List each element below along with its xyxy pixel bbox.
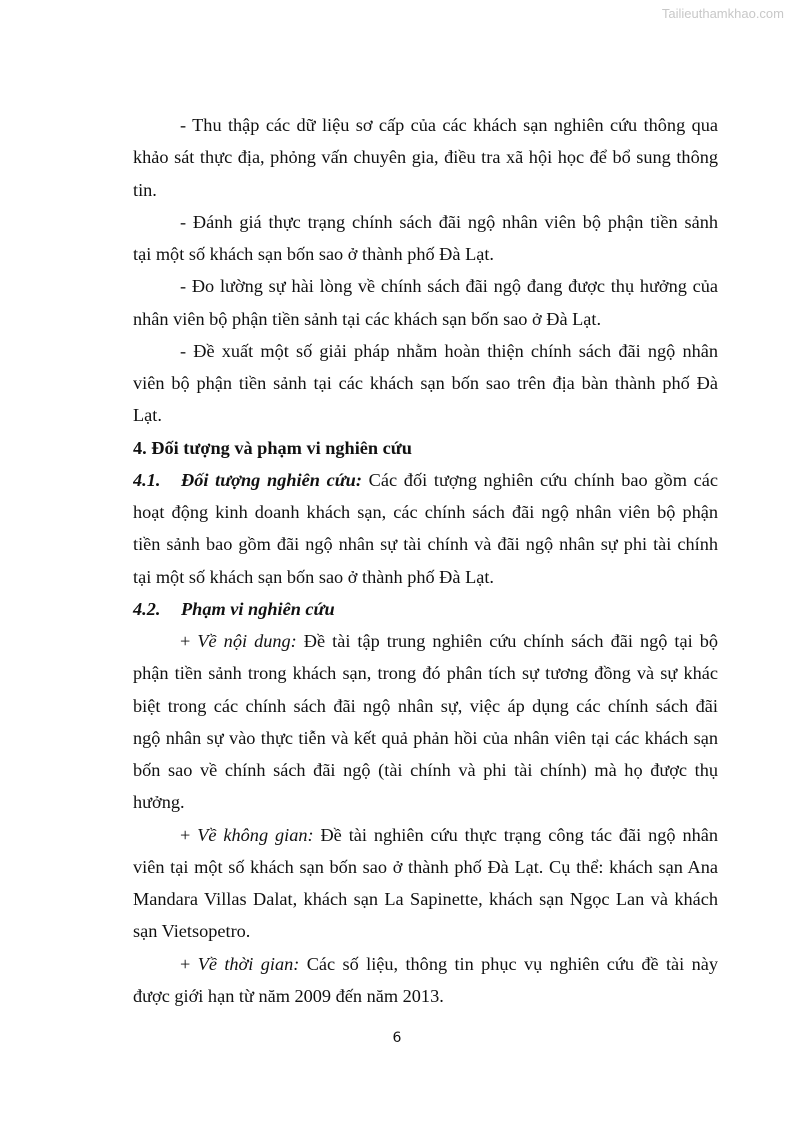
text-line	[133, 915, 718, 947]
text-line	[133, 174, 718, 206]
text-segment: +	[180, 824, 198, 845]
text-segment: Đề tài nghiên cứu thực trạng công tác đãi ngộ nhân	[313, 824, 718, 845]
text-segment: biệt trong các chính sách đãi ngộ nhân sự, việc áp dụng các chính sách đãi	[133, 695, 718, 716]
text-segment: tại một số khách sạn bốn sao ở thành phố Đà Lạt.	[133, 566, 495, 587]
text-line	[133, 303, 718, 335]
emphasis-text: Phạm vi nghiên cứu	[181, 598, 335, 619]
text-line	[133, 335, 718, 367]
text-line	[133, 206, 718, 238]
text-line	[133, 625, 718, 657]
text-segment: hưởng.	[133, 792, 185, 813]
text-line	[133, 432, 718, 464]
text-segment: phận tiền sảnh trong khách sạn, trong đó phân tích sự tương đồng và sự khác	[133, 663, 718, 684]
text-segment: Các số liệu, thông tin phục vụ nghiên cứu đề tài này	[299, 953, 718, 974]
text-line	[133, 948, 718, 980]
document-body	[133, 109, 718, 1012]
text-segment: nhân viên bộ phận tiền sảnh tại các khách sạn bốn sao ở Đà Lạt.	[133, 308, 602, 329]
text-line	[133, 657, 718, 689]
text-segment: - Thu thập các dữ liệu sơ cấp của các khách sạn nghiên cứu thông qua	[180, 115, 718, 135]
text-segment: - Đánh giá thực trạng chính sách đãi ngộ nhân viên bộ phận tiền sảnh	[180, 211, 718, 232]
text-segment: - Đo lường sự hài lòng về chính sách đãi ngộ đang được thụ hưởng của	[180, 276, 718, 297]
text-segment: được giới hạn từ năm 2009 đến năm 2013.	[133, 985, 444, 1006]
text-segment: +	[180, 631, 198, 651]
text-line	[133, 109, 718, 141]
text-line	[133, 141, 718, 173]
text-segment: sạn Vietsopetro.	[133, 921, 251, 942]
emphasis-text: 4. Đối tượng và phạm vi nghiên cứu	[133, 437, 412, 458]
text-segment: +	[180, 953, 198, 974]
emphasis-text: Về không gian:	[197, 824, 314, 845]
text-segment: ngộ nhân sự vào thực tiễn và kết quả phản hồi của nhân viên tại các khách sạn	[133, 727, 718, 748]
text-segment: bốn sao về chính sách đãi ngộ (tài chính và phi tài chính) mà họ được thụ	[133, 760, 718, 780]
text-line	[133, 496, 718, 528]
text-segment: tại một số khách sạn bốn sao ở thành phố Đà Lạt.	[133, 244, 495, 264]
text-segment: viên bộ phận tiền sảnh tại các khách sạn bốn sao trên địa bàn thành phố Đà	[133, 373, 718, 393]
text-line	[133, 690, 718, 722]
text-line	[133, 819, 718, 851]
emphasis-text: Về thời gian:	[197, 953, 300, 974]
text-line	[133, 786, 718, 818]
text-line	[133, 528, 718, 560]
text-line	[133, 270, 718, 302]
emphasis-text: Đối tượng nghiên cứu:	[181, 469, 362, 490]
text-segment: Các đối tượng nghiên cứu chính bao gồm các	[361, 469, 718, 490]
text-line	[133, 561, 718, 593]
text-segment: khảo sát thực địa, phỏng vấn chuyên gia, điều tra xã hội học để bổ sung thông	[133, 147, 718, 168]
text-segment: Đề tài tập trung nghiên cứu chính sách đãi ngộ tại bộ	[296, 631, 718, 651]
text-line	[133, 722, 718, 754]
text-segment: viên tại một số khách sạn bốn sao ở thành phố Đà Lạt. Cụ thể: khách sạn Ana	[133, 856, 718, 877]
text-segment: Mandara Villas Dalat, khách sạn La Sapinette, khách sạn Ngọc Lan và khách	[133, 889, 718, 909]
text-line	[133, 238, 718, 270]
text-line	[133, 593, 718, 625]
watermark: Tailieuthamkhao.com	[661, 6, 784, 21]
text-line	[133, 367, 718, 399]
text-line	[133, 851, 718, 883]
text-segment: Lạt.	[133, 405, 162, 426]
emphasis-text: Về nội dung:	[197, 631, 297, 651]
text-line	[133, 754, 718, 786]
text-line	[133, 980, 718, 1012]
text-segment: tin.	[133, 179, 157, 200]
section-number: 4.1.	[133, 469, 161, 490]
section-number: 4.2.	[133, 598, 161, 619]
page-number: 6	[392, 1030, 402, 1046]
text-line	[133, 464, 718, 496]
text-line	[133, 399, 718, 431]
text-segment: hoạt động kinh doanh khách sạn, các chính sách đãi ngộ nhân viên bộ phận	[133, 502, 718, 522]
text-segment: tiền sảnh bao gồm đãi ngộ nhân sự tài chính và đãi ngộ nhân sự phi tài chính	[133, 534, 718, 555]
text-line	[133, 883, 718, 915]
text-segment: - Đề xuất một số giải pháp nhằm hoàn thiện chính sách đãi ngộ nhân	[180, 340, 718, 361]
